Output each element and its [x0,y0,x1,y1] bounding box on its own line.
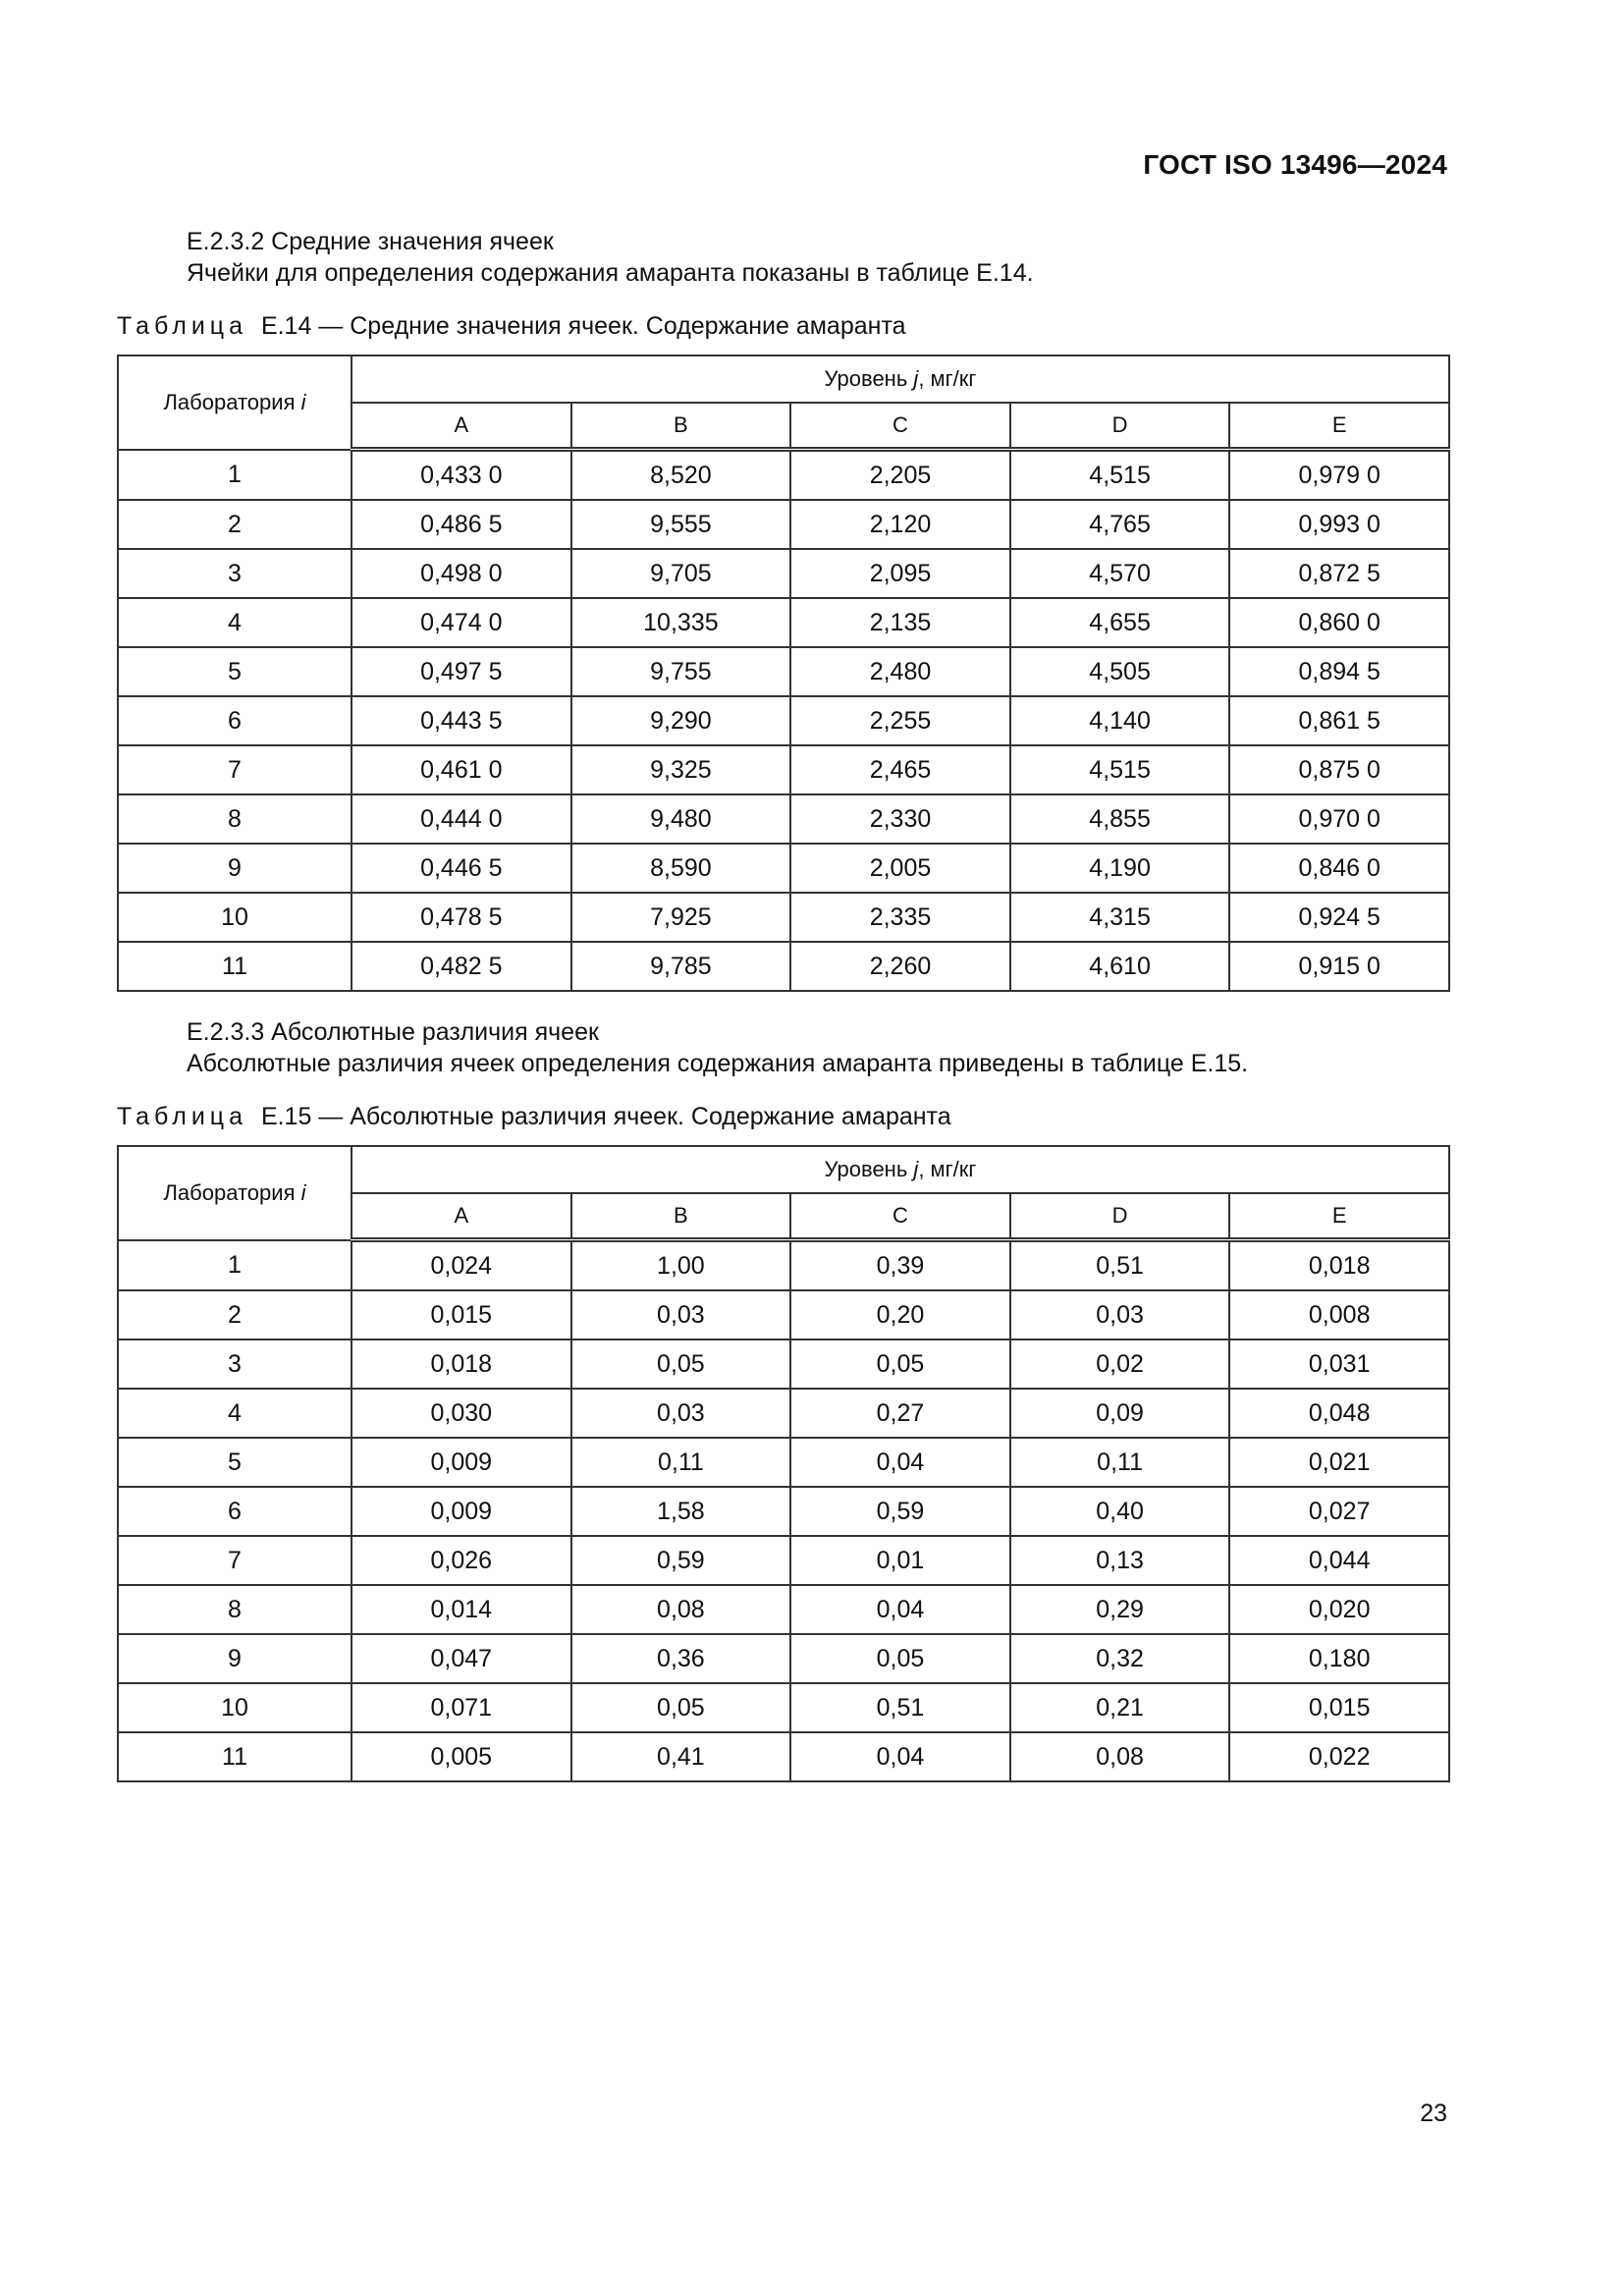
table-e14 [117,355,1450,992]
table-row [118,1585,1449,1634]
value-cell: 2,255 [790,696,1010,745]
lab-number-cell: 3 [118,1339,352,1389]
table-e15-caption [117,1103,951,1131]
table-row [118,1536,1449,1585]
lab-number-cell: 5 [118,647,352,696]
value-cell: 10,335 [571,598,791,647]
value-cell: 0,872 5 [1229,549,1449,598]
value-cell: 9,755 [571,647,791,696]
value-cell: 0,443 5 [352,696,571,745]
table-row [118,598,1449,647]
table-row [118,1290,1449,1339]
lab-number-cell: 8 [118,1585,352,1634]
lab-number-cell: 11 [118,942,352,991]
value-cell: 0,031 [1229,1339,1449,1389]
lab-number-cell: 1 [118,450,352,501]
value-cell: 9,290 [571,696,791,745]
level-header-label: Уровень [824,1157,908,1181]
value-cell: 0,048 [1229,1389,1449,1438]
table-e15 [117,1145,1450,1782]
value-cell: 0,04 [790,1585,1010,1634]
value-cell: 4,515 [1010,450,1230,501]
table-row [118,1339,1449,1389]
value-cell: 4,765 [1010,500,1230,549]
value-cell: 9,480 [571,794,791,844]
value-cell: 0,180 [1229,1634,1449,1683]
value-cell: 2,205 [790,450,1010,501]
column-header: E [1229,403,1449,450]
value-cell: 8,520 [571,450,791,501]
lab-number-cell: 2 [118,500,352,549]
lab-number-cell: 4 [118,598,352,647]
value-cell: 0,018 [1229,1240,1449,1291]
value-cell: 0,924 5 [1229,893,1449,942]
column-header: A [352,403,571,450]
table-row [118,549,1449,598]
value-cell: 0,39 [790,1240,1010,1291]
section-text: Абсолютные различия ячеек определения содержания амаранта приведены в таблице E.15. [187,1050,1249,1077]
lab-number-cell: 10 [118,1683,352,1732]
caption-label: Таблица [117,312,248,340]
table-row [118,942,1449,991]
value-cell: 4,570 [1010,549,1230,598]
lab-number-cell: 3 [118,549,352,598]
value-cell: 0,970 0 [1229,794,1449,844]
row-header-cell [118,355,352,450]
table-row [118,1732,1449,1781]
caption-text: E.14 — Средние значения ячеек. Содержание амаранта [260,312,906,340]
column-header: C [790,403,1010,450]
value-cell: 2,095 [790,549,1010,598]
value-cell: 0,444 0 [352,794,571,844]
value-cell: 4,855 [1010,794,1230,844]
row-header-label: Лаборатория [163,1179,296,1205]
value-cell: 0,40 [1010,1487,1230,1536]
value-cell: 0,13 [1010,1536,1230,1585]
value-cell: 0,01 [790,1536,1010,1585]
level-header-var: j [913,366,919,391]
value-cell: 0,05 [571,1339,791,1389]
lab-number-cell: 6 [118,1487,352,1536]
value-cell: 0,20 [790,1290,1010,1339]
value-cell: 0,03 [1010,1290,1230,1339]
value-cell: 0,05 [571,1683,791,1732]
value-cell: 0,044 [1229,1536,1449,1585]
value-cell: 0,478 5 [352,893,571,942]
column-header: A [352,1193,571,1240]
value-cell: 0,861 5 [1229,696,1449,745]
value-cell: 2,465 [790,745,1010,794]
value-cell: 0,05 [790,1339,1010,1389]
lab-number-cell: 1 [118,1240,352,1291]
value-cell: 0,498 0 [352,549,571,598]
value-cell: 0,071 [352,1683,571,1732]
value-cell: 0,015 [352,1290,571,1339]
value-cell: 0,024 [352,1240,571,1291]
value-cell: 4,505 [1010,647,1230,696]
value-cell: 0,433 0 [352,450,571,501]
value-cell: 0,482 5 [352,942,571,991]
table-body [118,1240,1449,1782]
value-cell: 0,021 [1229,1438,1449,1487]
value-cell: 0,11 [571,1438,791,1487]
value-cell: 0,022 [1229,1732,1449,1781]
lab-number-cell: 11 [118,1732,352,1781]
value-cell: 2,480 [790,647,1010,696]
lab-number-cell: 7 [118,745,352,794]
value-cell: 0,27 [790,1389,1010,1438]
row-header-var: i [300,1179,306,1205]
value-cell: 0,05 [790,1634,1010,1683]
value-cell: 0,846 0 [1229,844,1449,893]
table-row [118,1683,1449,1732]
level-header-unit: , мг/кг [918,366,977,391]
value-cell: 4,610 [1010,942,1230,991]
row-header-cell [118,1146,352,1240]
value-cell: 0,030 [352,1389,571,1438]
value-cell: 0,51 [1010,1240,1230,1291]
value-cell: 0,008 [1229,1290,1449,1339]
table-row [118,1438,1449,1487]
row-header-var: i [300,389,306,414]
column-header: E [1229,1193,1449,1240]
value-cell: 0,04 [790,1438,1010,1487]
table-e14-caption [117,312,906,341]
value-cell: 0,005 [352,1732,571,1781]
lab-number-cell: 4 [118,1389,352,1438]
value-cell: 0,875 0 [1229,745,1449,794]
section-e233 [187,1016,1248,1079]
value-cell: 0,36 [571,1634,791,1683]
lab-number-cell: 2 [118,1290,352,1339]
value-cell: 0,014 [352,1585,571,1634]
value-cell: 0,02 [1010,1339,1230,1389]
value-cell: 2,120 [790,500,1010,549]
section-heading: E.2.3.2 Средние значения ячеек [187,228,554,255]
level-header-label: Уровень [824,366,908,391]
value-cell: 8,590 [571,844,791,893]
table-row [118,500,1449,549]
value-cell: 0,41 [571,1732,791,1781]
value-cell: 0,894 5 [1229,647,1449,696]
value-cell: 0,08 [1010,1732,1230,1781]
value-cell: 1,58 [571,1487,791,1536]
value-cell: 0,020 [1229,1585,1449,1634]
value-cell: 0,446 5 [352,844,571,893]
value-cell: 0,08 [571,1585,791,1634]
lab-number-cell: 8 [118,794,352,844]
value-cell: 0,29 [1010,1585,1230,1634]
table-row [118,647,1449,696]
lab-number-cell: 9 [118,844,352,893]
value-cell: 0,047 [352,1634,571,1683]
value-cell: 9,785 [571,942,791,991]
value-cell: 0,03 [571,1290,791,1339]
value-cell: 0,09 [1010,1389,1230,1438]
lab-number-cell: 5 [118,1438,352,1487]
row-header-label: Лаборатория [163,389,296,414]
value-cell: 9,555 [571,500,791,549]
table-row [118,745,1449,794]
value-cell: 4,655 [1010,598,1230,647]
value-cell: 0,59 [790,1487,1010,1536]
table-body [118,450,1449,992]
table-row [118,1240,1449,1291]
value-cell: 0,461 0 [352,745,571,794]
table-row [118,1634,1449,1683]
value-cell: 0,11 [1010,1438,1230,1487]
table-row [118,450,1449,501]
value-cell: 0,979 0 [1229,450,1449,501]
caption-text: E.15 — Абсолютные различия ячеек. Содержание амаранта [260,1103,951,1130]
value-cell: 0,32 [1010,1634,1230,1683]
value-cell: 2,005 [790,844,1010,893]
value-cell: 7,925 [571,893,791,942]
section-e232 [187,226,1034,289]
value-cell: 0,04 [790,1732,1010,1781]
column-header: C [790,1193,1010,1240]
table-row [118,1487,1449,1536]
value-cell: 4,315 [1010,893,1230,942]
lab-number-cell: 9 [118,1634,352,1683]
value-cell: 0,993 0 [1229,500,1449,549]
column-header: B [571,403,791,450]
value-cell: 0,015 [1229,1683,1449,1732]
value-cell: 0,51 [790,1683,1010,1732]
value-cell: 9,325 [571,745,791,794]
table-row [118,1389,1449,1438]
value-cell: 0,009 [352,1487,571,1536]
value-cell: 0,860 0 [1229,598,1449,647]
value-cell: 0,486 5 [352,500,571,549]
table-row [118,794,1449,844]
value-cell: 0,009 [352,1438,571,1487]
column-header: D [1010,1193,1230,1240]
document-id-header: ГОСТ ISO 13496—2024 [1143,149,1447,180]
table-row [118,844,1449,893]
value-cell: 0,59 [571,1536,791,1585]
page-number: 23 [1420,2100,1447,2127]
table-row [118,893,1449,942]
value-cell: 2,335 [790,893,1010,942]
level-header-cell [352,355,1449,403]
caption-label: Таблица [117,1103,248,1130]
level-header-unit: , мг/кг [918,1157,977,1181]
lab-number-cell: 10 [118,893,352,942]
column-header: B [571,1193,791,1240]
value-cell: 0,915 0 [1229,942,1449,991]
value-cell: 2,330 [790,794,1010,844]
value-cell: 4,515 [1010,745,1230,794]
lab-number-cell: 6 [118,696,352,745]
value-cell: 1,00 [571,1240,791,1291]
section-text: Ячейки для определения содержания амаранта показаны в таблице E.14. [187,259,1034,287]
value-cell: 4,140 [1010,696,1230,745]
value-cell: 0,497 5 [352,647,571,696]
table-row [118,696,1449,745]
value-cell: 4,190 [1010,844,1230,893]
value-cell: 0,03 [571,1389,791,1438]
value-cell: 9,705 [571,549,791,598]
value-cell: 2,260 [790,942,1010,991]
value-cell: 0,026 [352,1536,571,1585]
column-header: D [1010,403,1230,450]
value-cell: 2,135 [790,598,1010,647]
level-header-var: j [913,1157,919,1181]
value-cell: 0,21 [1010,1683,1230,1732]
section-heading: E.2.3.3 Абсолютные различия ячеек [187,1018,599,1046]
value-cell: 0,474 0 [352,598,571,647]
lab-number-cell: 7 [118,1536,352,1585]
value-cell: 0,018 [352,1339,571,1389]
level-header-cell [352,1146,1449,1193]
value-cell: 0,027 [1229,1487,1449,1536]
